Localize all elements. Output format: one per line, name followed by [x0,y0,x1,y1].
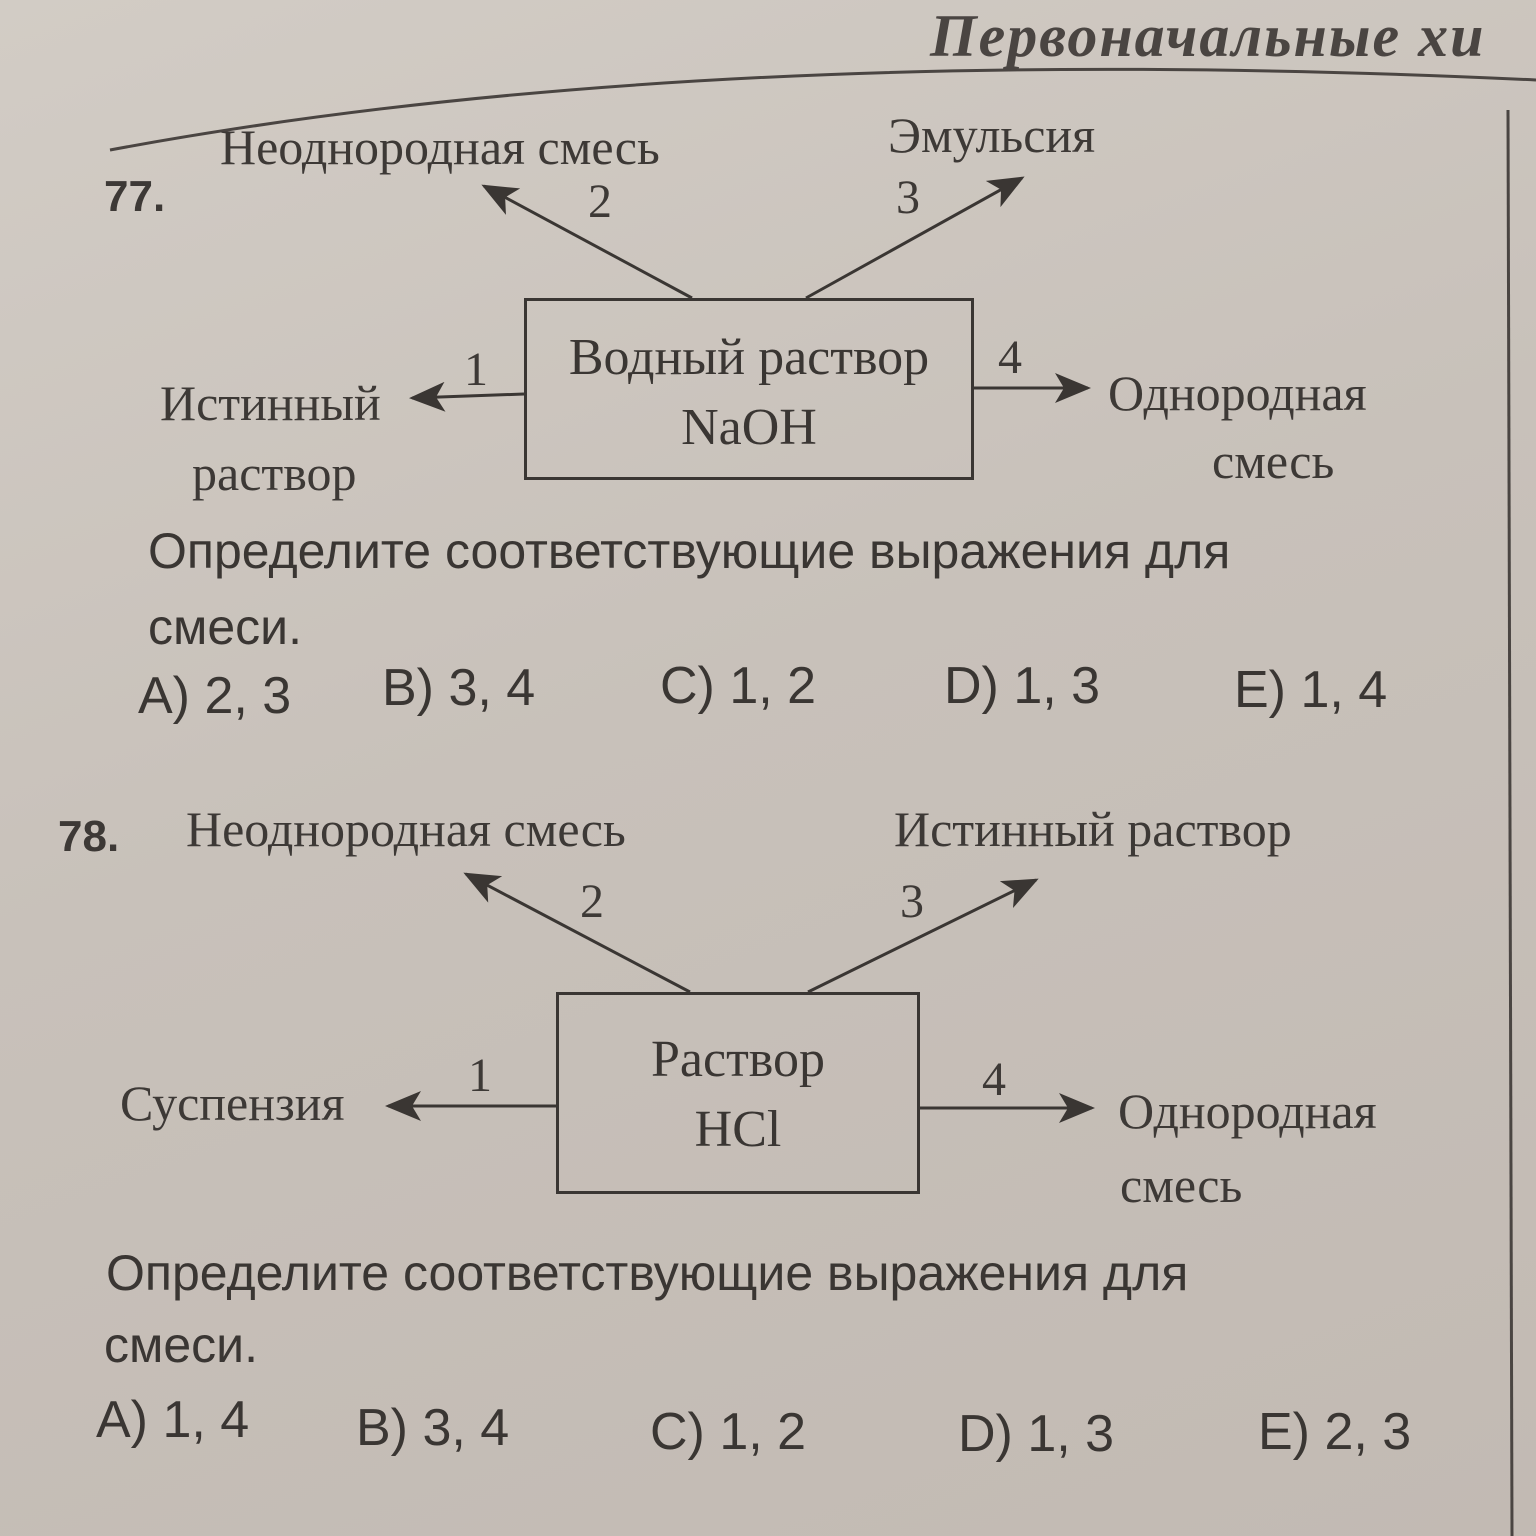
problem-78-number: 78. [58,812,120,861]
p77-box-line-2: NaOH [681,399,817,456]
p78-question-line-2: смеси. [104,1317,259,1373]
p78-box-line-2: HCl [694,1101,782,1158]
p78-label-1: Суспензия [120,1075,345,1131]
p77-center-box [524,298,974,480]
p78-num-2: 2 [580,875,604,928]
p77-box-line-1: Водный раствор [568,329,930,386]
p77-option-d: D) 1, 3 [944,657,1101,715]
p78-option-d: D) 1, 3 [958,1405,1115,1463]
p77-label-1a: Истинный [160,375,381,431]
p77-label-4a: Однородная [1108,365,1367,421]
p78-question-line-1: Определите соответствующие выражения для [106,1245,1189,1301]
p78-option-c: C) 1, 2 [650,1403,807,1461]
p78-center-box [556,992,920,1194]
p78-option-b: B) 3, 4 [356,1399,510,1457]
p78-num-3: 3 [900,875,924,928]
p78-num-4: 4 [982,1053,1006,1106]
p77-label-1b: раствор [192,445,357,501]
p77-label-3: Эмульсия [888,107,1096,163]
p77-num-2: 2 [588,175,612,228]
p77-option-c: C) 1, 2 [660,657,817,715]
p77-num-1: 1 [464,343,488,396]
p77-question-line-2: смеси. [148,599,303,655]
p78-label-2: Неоднородная смесь [186,801,626,857]
p78-option-a: A) 1, 4 [96,1391,250,1449]
p77-num-4: 4 [998,331,1022,384]
p78-box-line-1: Раствор [650,1031,825,1088]
p77-question-line-1: Определите соответствующие выражения для [148,523,1231,579]
margin-rule [1508,110,1512,1536]
p78-label-4b: смесь [1120,1157,1243,1213]
p77-num-3: 3 [896,171,920,224]
p78-option-e: E) 2, 3 [1258,1403,1412,1461]
p77-label-4b: смесь [1212,433,1335,489]
p77-option-b: B) 3, 4 [382,659,536,717]
p78-num-1: 1 [468,1049,492,1102]
p78-label-3: Истинный раствор [894,801,1292,857]
p77-option-a: A) 2, 3 [138,667,292,725]
p78-label-4a: Однородная [1118,1083,1377,1139]
p77-option-e: E) 1, 4 [1234,661,1388,719]
p78-arrow-2 [466,874,690,992]
running-header: Первоначальные хи [930,3,1486,69]
p77-label-2: Неоднородная смесь [220,119,660,175]
problem-77-number: 77. [104,172,166,221]
